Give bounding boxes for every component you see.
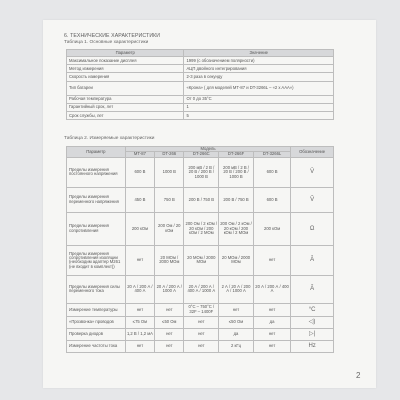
symbol-icon: Hz: [291, 340, 334, 352]
value-cell: да: [219, 328, 254, 340]
value-cell: нет: [184, 328, 219, 340]
table-header-row: [67, 50, 334, 57]
value-cell: 200 кОм: [125, 212, 154, 245]
page-number: 2: [356, 371, 361, 380]
header-symbol: Обозначение: [291, 147, 334, 158]
table-row: [67, 245, 334, 275]
param-cell: Измерение частоты тока: [67, 340, 126, 352]
value-cell: 20 А / 200 А / 400 А / 1000 А: [184, 275, 219, 303]
param-cell: Измерение температуры: [67, 303, 126, 316]
table-row: [67, 212, 334, 245]
value-cell: 1: [184, 103, 334, 111]
value-cell: нет: [125, 340, 154, 352]
value-cell: 450 В: [125, 187, 154, 212]
symbol-icon: °С: [291, 303, 334, 316]
param-cell: Максимальное показание дисплея: [67, 57, 184, 65]
table1-caption: Таблица 1. Основные характеристики: [64, 40, 149, 45]
value-cell: 20 А / 200 А / 400 А: [125, 275, 154, 303]
value-cell: 200 Ом / 20 кОм: [155, 212, 184, 245]
value-cell: 2-3 раза в секунду: [184, 73, 334, 81]
value-cell: 2 А / 20 А / 200 А / 1000 А: [219, 275, 254, 303]
value-cell: нет: [184, 340, 219, 352]
value-cell: 200 В / 750 В: [184, 187, 219, 212]
value-cell: 200 Ом / 2 кОм / 20 кОм / 200 кОм / 2 МОм: [219, 212, 254, 245]
value-cell: нет: [155, 328, 184, 340]
main-specs-table: [66, 49, 334, 120]
symbol-icon: Ã: [291, 275, 334, 303]
param-cell: «Прозвонка» проводов: [67, 316, 126, 328]
table-row: [67, 340, 334, 352]
value-cell: ≤75 Ом: [125, 316, 154, 328]
section-title: 6. ТЕХНИЧЕСКИЕ ХАРАКТЕРИСТИКИ: [64, 33, 161, 39]
value-cell: 750 В: [155, 187, 184, 212]
value-cell: «Крона» ( для моделей МТ-87 и DT-3266L – «2 x AAA»): [184, 81, 334, 95]
model-name: DT-3266L: [253, 152, 290, 157]
table-row: [67, 316, 334, 328]
value-cell: 600 В: [253, 187, 290, 212]
value-cell: 600 В: [125, 157, 154, 187]
table-row: [67, 157, 334, 187]
table-row: [67, 111, 334, 119]
symbol-icon: ▷|: [291, 328, 334, 340]
header-value: Значение: [184, 50, 334, 57]
value-cell: 5: [184, 111, 334, 119]
value-cell: нет: [155, 303, 184, 316]
value-cell: 200 мВ / 2 В / 20 В / 200 В / 1000 В: [219, 157, 254, 187]
value-cell: нет: [253, 303, 290, 316]
value-cell: нет: [219, 303, 254, 316]
symbol-icon: V̄: [291, 157, 334, 187]
table-row: [67, 187, 334, 212]
symbol-icon: Ṽ: [291, 187, 334, 212]
value-cell: 0°С – 750°С / 32F – 1400F: [184, 303, 219, 316]
value-cell: нет: [125, 303, 154, 316]
value-cell: 1999 (с обозначением полярности): [184, 57, 334, 65]
symbol-icon: ◁): [291, 316, 334, 328]
param-cell: Пределы измерения сопротивления: [67, 212, 126, 245]
value-cell: нет: [253, 245, 290, 275]
param-cell: Гарантийный срок, лет: [67, 103, 184, 111]
value-cell: нет: [125, 245, 154, 275]
value-cell: 600 В: [253, 157, 290, 187]
table-row: [67, 81, 334, 95]
value-cell: 20 МОм / 2000 МОм: [155, 245, 184, 275]
param-cell: Пределы измерения сопротивления изоляции (необходим адаптер M261 (не входит в комплект)): [67, 245, 126, 275]
value-cell: да: [253, 316, 290, 328]
value-cell: ≤50 Ом: [219, 316, 254, 328]
param-cell: Пределы измерения переменного напряжения: [67, 187, 126, 212]
symbol-icon: Ω: [291, 212, 334, 245]
param-cell: Проверка диодов: [67, 328, 126, 340]
value-cell: 1000 В: [155, 157, 184, 187]
table-row: [67, 57, 334, 65]
param-cell: Пределы измерения силы переменного тока: [67, 275, 126, 303]
value-cell: 1,2 В / 1,2 мА: [125, 328, 154, 340]
header-model: Модель: [125, 147, 291, 152]
table-row: [67, 73, 334, 81]
value-cell: 20 МОм / 2000 МОм: [184, 245, 219, 275]
value-cell: нет: [184, 316, 219, 328]
table-row: [67, 303, 334, 316]
model-name: DT-266F: [219, 152, 254, 157]
value-cell: ≤50 Ом: [155, 316, 184, 328]
value-cell: 200 В / 750 В: [219, 187, 254, 212]
param-cell: Тип батареи: [67, 81, 184, 95]
table-row: [67, 65, 334, 73]
param-cell: Скорость измерения: [67, 73, 184, 81]
measured-specs-table: [66, 146, 334, 353]
value-cell: 20 А / 200 А / 1000 А: [155, 275, 184, 303]
header-parameter: Параметр: [67, 147, 126, 158]
value-cell: нет: [155, 340, 184, 352]
param-cell: Метод измерения: [67, 65, 184, 73]
table-row: [67, 328, 334, 340]
table-row: [67, 103, 334, 111]
param-cell: Рабочая температура: [67, 95, 184, 103]
model-name: DT-266C: [184, 152, 219, 157]
param-cell: Срок службы, лет: [67, 111, 184, 119]
param-cell: Пределы измерения постоянного напряжения: [67, 157, 126, 187]
value-cell: От 0 до 35°С: [184, 95, 334, 103]
value-cell: 20 А / 200 А / 400 А: [253, 275, 290, 303]
value-cell: 200 мВ / 2 В / 20 В / 200 В / 1000 В: [184, 157, 219, 187]
table2-caption: Таблица 2. Измеряемые характеристики: [64, 136, 155, 141]
value-cell: 200 Ом / 2 кОм / 20 кОм / 200 кОм / 2 МОм: [184, 212, 219, 245]
table-row: [67, 275, 334, 303]
value-cell: 20 МОм / 2000 МОм: [219, 245, 254, 275]
model-name: МТ-87: [125, 152, 154, 157]
value-cell: АЦП двойного интегрирования: [184, 65, 334, 73]
value-cell: нет: [253, 340, 290, 352]
value-cell: 2 кГц: [219, 340, 254, 352]
header-parameter: Параметр: [67, 50, 184, 57]
model-name: DT-266: [155, 152, 184, 157]
value-cell: нет: [253, 328, 290, 340]
symbol-icon: Ā: [291, 245, 334, 275]
value-cell: 200 кОм: [253, 212, 290, 245]
table-row: [67, 95, 334, 103]
